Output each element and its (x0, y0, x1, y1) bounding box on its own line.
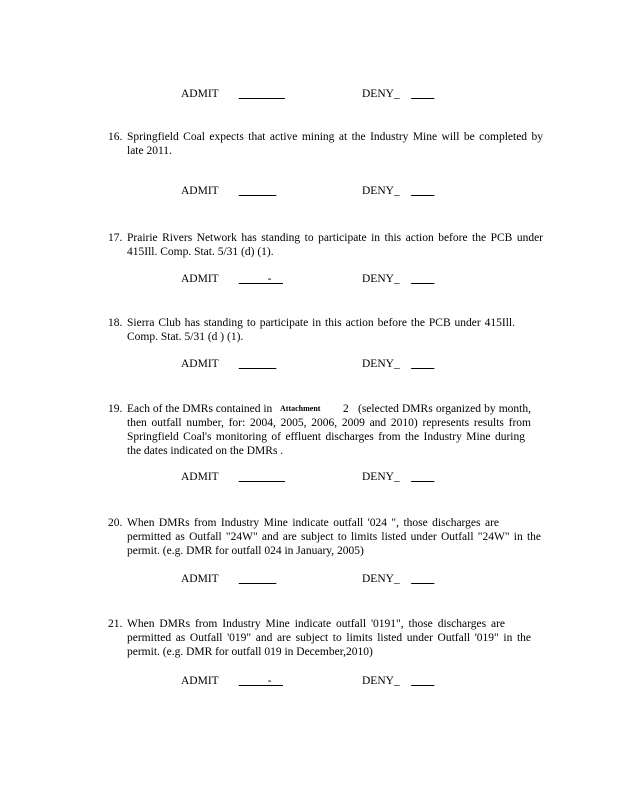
item-number: 16. (108, 131, 123, 143)
admit-blank[interactable]: ____ __ (238, 573, 277, 585)
deny-label: DENY_ (362, 675, 400, 687)
deny-line (362, 184, 434, 198)
item-number: 17. (108, 232, 123, 244)
admit-label: ADMIT (181, 88, 219, 100)
item-line: permit. (e.g. DMR for outfall 024 in January, 2005) (127, 545, 364, 557)
item-number: 18. (108, 317, 123, 329)
admit-line (181, 674, 283, 688)
item-text (127, 130, 543, 158)
item-line: late 2011. (127, 145, 172, 157)
deny-line (362, 272, 434, 286)
deny-label: DENY_ (362, 471, 400, 483)
admit-label: ADMIT (181, 471, 219, 483)
deny-blank[interactable]: ____ (411, 358, 435, 370)
deny-blank[interactable]: ____ (411, 471, 435, 483)
item-line: permitted as Outfall "24W" and are subject to limits listed under Outfall "24W" in the (127, 531, 541, 543)
admit-line (181, 184, 276, 198)
item-line: Springfield Coal's monitoring of effluent discharges from the Industry Mine during (127, 431, 525, 443)
admit-line (181, 572, 276, 586)
item-line: Sierra Club has standing to participate in this action before the PCB under 415Ill. (127, 317, 515, 329)
item-text (127, 416, 531, 458)
deny-blank[interactable]: ____ (411, 273, 435, 285)
admit-label: ADMIT (181, 675, 219, 687)
deny-label: DENY_ (362, 573, 400, 585)
admit-label: ADMIT (181, 273, 219, 285)
attachment-number: 2 (343, 403, 349, 415)
item-text (127, 617, 531, 659)
deny-blank[interactable]: ____ (411, 185, 435, 197)
item-text (127, 231, 543, 259)
admit-label: ADMIT (181, 185, 219, 197)
deny-line (362, 87, 434, 101)
item-line: permitted as Outfall '019" and are subject to limits listed under Outfall '019" in the (127, 632, 531, 644)
admit-blank[interactable]: ____ __ (238, 358, 277, 370)
admit-blank[interactable]: ________ (238, 88, 285, 100)
item-number: 20. (108, 517, 123, 529)
item-line: (selected DMRs organized by month, (358, 403, 531, 415)
item-line: 415Ill. Comp. Stat. 5/31 (d) (1). (127, 246, 274, 258)
item-line: then outfall number, for: 2004, 2005, 2006, 2009 and 2010) represents results from (127, 417, 531, 429)
item-line: permit. (e.g. DMR for outfall 019 in December,2010) (127, 646, 373, 658)
item-line: When DMRs from Industry Mine indicate outfall '024 ", those discharges are (127, 517, 499, 529)
admit-blank[interactable]: ____ __ (238, 185, 277, 197)
deny-line (362, 470, 434, 484)
item-line: Each of the DMRs contained in (127, 403, 273, 415)
item-number: 21. (108, 618, 123, 630)
deny-line (362, 572, 434, 586)
deny-blank[interactable]: ____ (411, 88, 435, 100)
admit-line (181, 272, 283, 286)
deny-blank[interactable]: ____ (411, 573, 435, 585)
item-line: When DMRs from Industry Mine indicate outfall '0191", those discharges are (127, 618, 505, 630)
admit-blank[interactable]: _____-__ (238, 675, 283, 687)
admit-blank[interactable]: ________ (238, 471, 285, 483)
admit-line (181, 470, 285, 484)
deny-line (362, 357, 434, 371)
deny-label: DENY_ (362, 88, 400, 100)
deny-label: DENY_ (362, 273, 400, 285)
item-line: Comp. Stat. 5/31 (d ) (1). (127, 331, 244, 343)
item-number: 19. (108, 403, 123, 415)
admit-line (181, 87, 285, 101)
item-line: the dates indicated on the DMRs . (127, 445, 284, 457)
admit-label: ADMIT (181, 358, 219, 370)
admit-label: ADMIT (181, 573, 219, 585)
deny-line (362, 674, 434, 688)
deny-label: DENY_ (362, 185, 400, 197)
item-line: Prairie Rivers Network has standing to participate in this action before the PCB under (127, 232, 543, 244)
admit-blank[interactable]: _____-__ (238, 273, 283, 285)
item-text (127, 516, 541, 558)
item-line: Springfield Coal expects that active mining at the Industry Mine will be completed by (127, 131, 543, 143)
item-text (127, 316, 515, 344)
attachment-label: Attachment (280, 404, 321, 413)
admit-line (181, 357, 276, 371)
deny-label: DENY_ (362, 358, 400, 370)
deny-blank[interactable]: ____ (411, 675, 435, 687)
